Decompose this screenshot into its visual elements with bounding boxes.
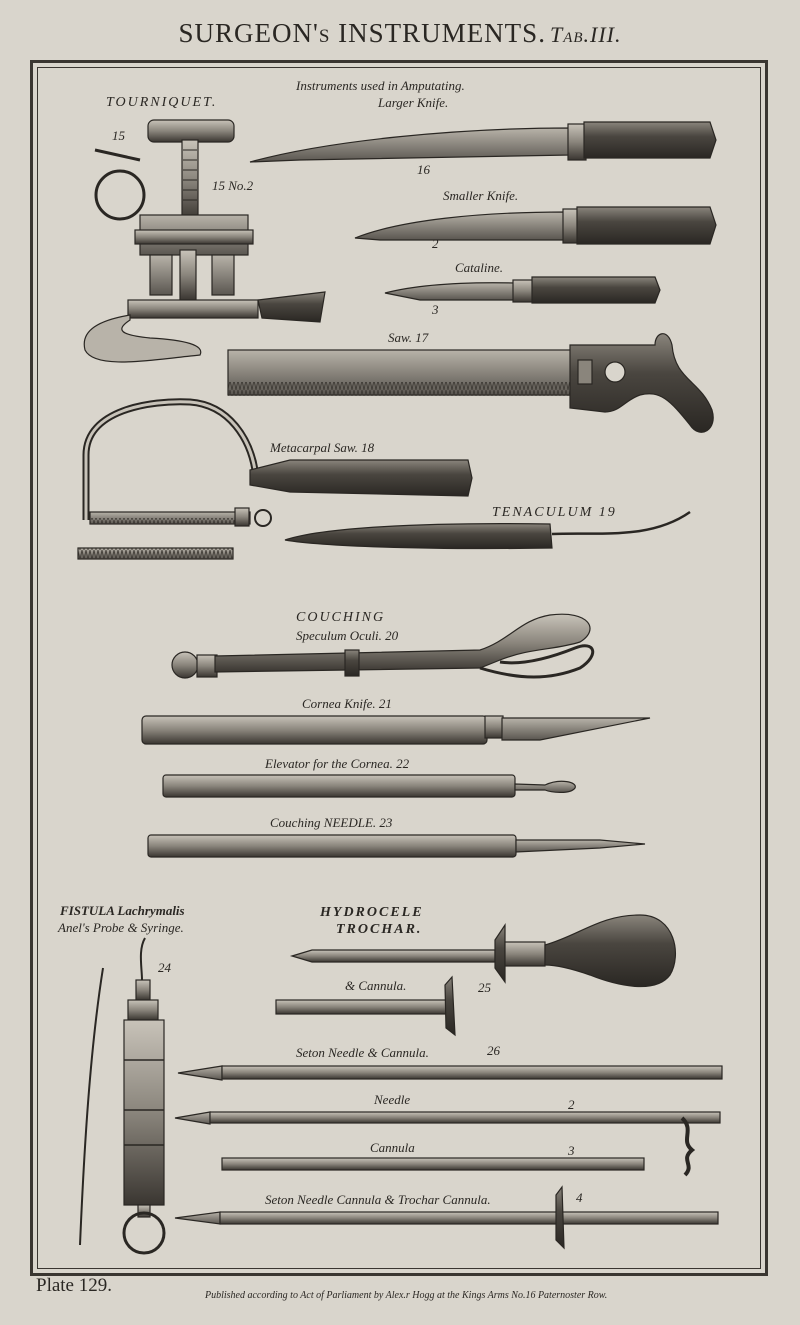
- couching-heading: COUCHING: [296, 610, 386, 625]
- anels-probe-illustration: [80, 968, 103, 1245]
- smaller-knife-label: Smaller Knife.: [443, 188, 519, 203]
- tenaculum-illustration: [285, 512, 690, 549]
- fistula-heading: FISTULA Lachrymalis: [60, 903, 185, 918]
- elevator-label: Elevator for the Cornea. 22: [265, 756, 410, 771]
- cataline-illustration: [385, 277, 660, 303]
- amputating-heading: Instruments used in Amputating.: [296, 78, 465, 93]
- seton-needle-label: Seton Needle & Cannula.: [296, 1045, 429, 1060]
- amputation-saw-illustration: [228, 334, 713, 433]
- title-text: SURGEON's INSTRUMENTS.: [178, 18, 546, 48]
- hydrocele-heading: HYDROCELE: [320, 905, 424, 920]
- tourniquet-label: TOURNIQUET.: [106, 95, 218, 110]
- figure-number-3: 3: [432, 302, 439, 317]
- figure-number-25: 25: [478, 980, 491, 995]
- figure-number-15-no2: 15 No.2: [212, 178, 254, 193]
- trochar-heading: TROCHAR.: [336, 922, 423, 937]
- couching-needle-illustration: [148, 835, 645, 857]
- plate-number: Plate 129.: [36, 1275, 112, 1296]
- figure-number-4: 4: [576, 1190, 583, 1205]
- tenaculum-label: TENACULUM 19: [492, 505, 617, 520]
- publication-line: Published according to Act of Parliament by Alex.r Hogg at the Kings Arms No.16 Paternoster Row.: [205, 1290, 608, 1301]
- figure-number-24: 24: [158, 960, 171, 975]
- figure-number-3b: 3: [568, 1143, 575, 1158]
- smaller-knife-illustration: [355, 207, 716, 244]
- cornea-elevator-illustration: [163, 775, 575, 797]
- figure-number-2b: 2: [568, 1097, 575, 1112]
- cannula-illustration: [222, 1158, 644, 1170]
- syringe-illustration: [124, 938, 164, 1253]
- figure-number-26: 26: [487, 1043, 500, 1058]
- figure-number-15: 15: [112, 128, 125, 143]
- anels-probe-label: Anel's Probe & Syringe.: [58, 920, 184, 935]
- cannula-25-label: & Cannula.: [345, 978, 407, 993]
- couching-needle-label: Couching NEEDLE. 23: [270, 815, 393, 830]
- saw-label: Saw. 17: [388, 330, 429, 345]
- cornea-knife-illustration: [142, 716, 650, 744]
- larger-knife-illustration: [250, 122, 716, 162]
- figure-number-16: 16: [417, 162, 430, 177]
- tab-label: Tab.III.: [549, 22, 622, 47]
- seton-needle-illustration: [178, 1066, 722, 1080]
- cornea-knife-label: Cornea Knife. 21: [302, 696, 392, 711]
- cataline-label: Cataline.: [455, 260, 504, 275]
- cannula-label: Cannula: [370, 1140, 415, 1155]
- metacarpal-saw-label: Metacarpal Saw. 18: [270, 440, 375, 455]
- seton-trochar-label: Seton Needle Cannula & Trochar Cannula.: [265, 1192, 491, 1207]
- larger-knife-label: Larger Knife.: [378, 95, 449, 110]
- speculum-oculi-label: Speculum Oculi. 20: [296, 628, 399, 643]
- figure-number-2: 2: [432, 236, 439, 251]
- needle-label: Needle: [374, 1092, 411, 1107]
